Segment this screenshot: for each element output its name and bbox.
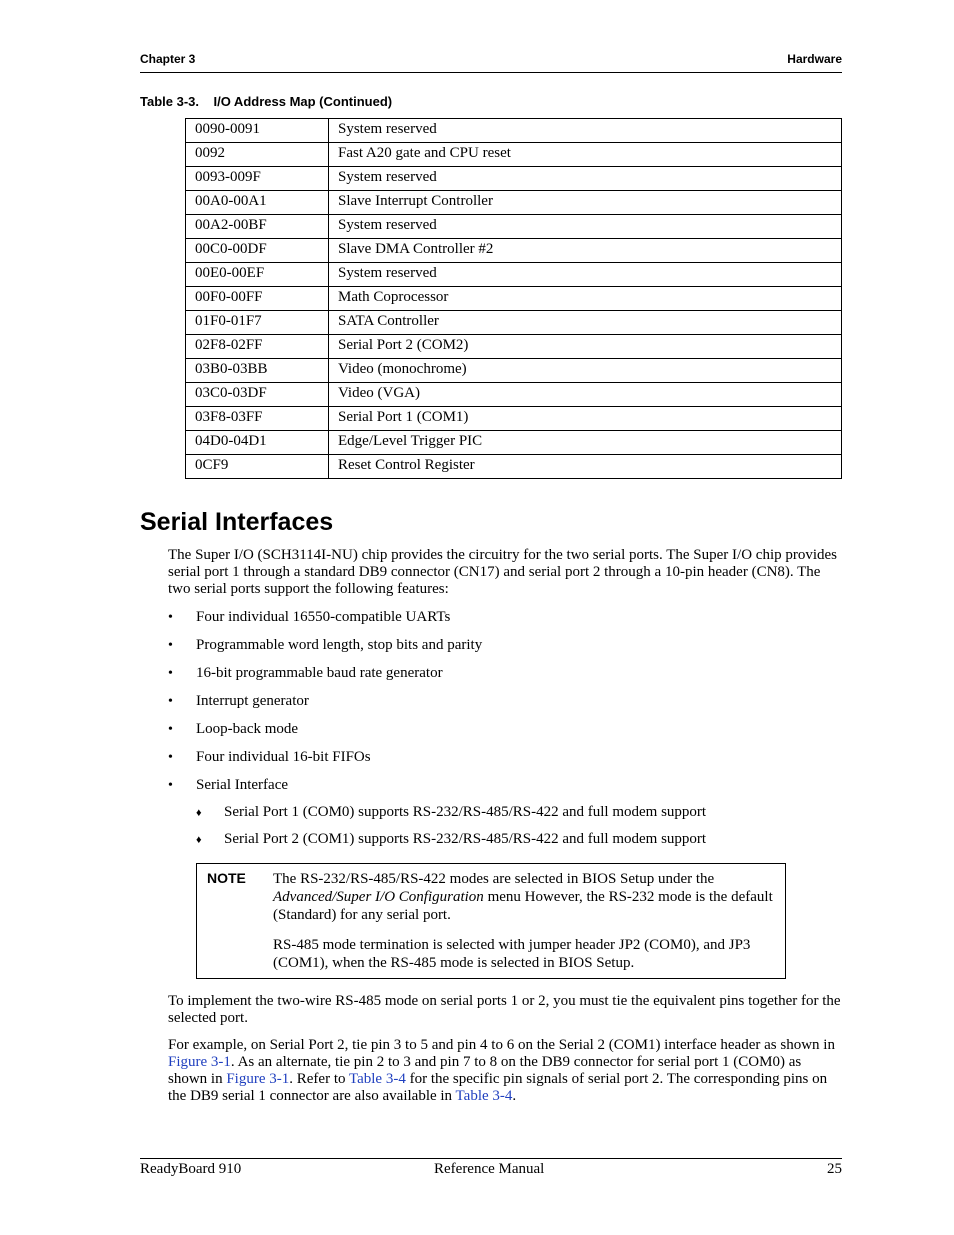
- list-item-text: Four individual 16550-compatible UARTs: [196, 609, 451, 625]
- note-paragraph-1: The RS-232/RS-485/RS-422 modes are selected in BIOS Setup under the Advanced/Super I/O Configuration menu However, the RS-232 mode is the default (Standard) for any serial port.: [273, 871, 773, 923]
- serial-intro-paragraph: The Super I/O (SCH3114I-NU) chip provides the circuitry for the two serial ports. The Super I/O chip provides serial port 1 through a standard DB9 connector (CN17) and serial port 2 through a 10-pin header (CN8). The two serial ports support the following features:: [168, 547, 838, 597]
- description-cell: System reserved: [329, 215, 842, 239]
- table-row: [186, 383, 842, 407]
- io-address-map-table: [185, 118, 842, 479]
- table-caption: [140, 94, 392, 109]
- description-cell: System reserved: [329, 263, 842, 287]
- table-row: [186, 215, 842, 239]
- description-cell: Slave DMA Controller #2: [329, 239, 842, 263]
- list-item-text: Serial Port 2 (COM1) supports RS-232/RS-485/RS-422 and full modem support: [224, 831, 707, 847]
- description-cell: System reserved: [329, 167, 842, 191]
- description-cell: Video (monochrome): [329, 359, 842, 383]
- header-chapter: Chapter 3: [140, 52, 196, 66]
- table-row: [186, 335, 842, 359]
- address-cell: 0CF9: [186, 455, 329, 479]
- bullet-icon: •: [168, 666, 173, 681]
- description-cell: System reserved: [329, 119, 842, 143]
- address-cell: 00F0-00FF: [186, 287, 329, 311]
- bullet-icon: •: [168, 778, 173, 793]
- table-row: [186, 311, 842, 335]
- example-paragraph: For example, on Serial Port 2, tie pin 3 to 5 and pin 4 to 6 on the Serial 2 (COM1) interface header as shown in Figure 3-1. As an alternate, tie pin 2 to 3 and pin 7 to 8 on the DB9 connector for serial port 1 (COM0) as shown in Figure 3-1. Refer to Table 3-4 for the specific pin signals of serial port 2. The corresponding pins on the DB9 serial 1 connector are also available in Table 3-4.: [168, 1037, 835, 1104]
- table-row: [186, 239, 842, 263]
- note-label: NOTE: [207, 870, 246, 886]
- list-item-text: 16-bit programmable baud rate generator: [196, 665, 443, 681]
- bullet-icon: •: [168, 722, 173, 737]
- description-cell: Fast A20 gate and CPU reset: [329, 143, 842, 167]
- list-item-text: Loop-back mode: [196, 721, 299, 737]
- bullet-icon: •: [168, 694, 173, 709]
- description-cell: Edge/Level Trigger PIC: [329, 431, 842, 455]
- table-row: [186, 287, 842, 311]
- link-figure-3-1[interactable]: Figure 3-1: [168, 1054, 231, 1070]
- diamond-bullet-icon: ♦: [196, 834, 202, 846]
- note-box: [196, 863, 786, 979]
- address-cell: 0092: [186, 143, 329, 167]
- table-row: [186, 119, 842, 143]
- page-header: [140, 52, 842, 73]
- list-item-text: Serial Interface: [196, 777, 289, 793]
- address-cell: 00C0-00DF: [186, 239, 329, 263]
- address-cell: 04D0-04D1: [186, 431, 329, 455]
- footer-manual-title: Reference Manual: [434, 1161, 545, 1177]
- note-paragraph-2: RS-485 mode termination is selected with jumper header JP2 (COM0), and JP3 (COM1), when the RS-485 mode is selected in BIOS Setup.: [273, 937, 751, 971]
- page-footer: [140, 1158, 842, 1183]
- address-cell: 03B0-03BB: [186, 359, 329, 383]
- description-cell: SATA Controller: [329, 311, 842, 335]
- table-caption-title: I/O Address Map (Continued): [213, 94, 393, 109]
- table-row: [186, 431, 842, 455]
- address-cell: 03C0-03DF: [186, 383, 329, 407]
- address-cell: 00A2-00BF: [186, 215, 329, 239]
- list-item-text: Interrupt generator: [196, 693, 309, 709]
- description-cell: Serial Port 2 (COM2): [329, 335, 842, 359]
- address-cell: 0090-0091: [186, 119, 329, 143]
- table-row: [186, 407, 842, 431]
- table-row: [186, 167, 842, 191]
- bullet-icon: •: [168, 750, 173, 765]
- description-cell: Serial Port 1 (COM1): [329, 407, 842, 431]
- bullet-icon: •: [168, 610, 173, 625]
- address-cell: 0093-009F: [186, 167, 329, 191]
- link-table-3-4-second[interactable]: Table 3-4: [455, 1088, 513, 1104]
- list-item-text: Programmable word length, stop bits and parity: [196, 637, 483, 653]
- footer-product: ReadyBoard 910: [140, 1161, 242, 1177]
- description-cell: Reset Control Register: [329, 455, 842, 479]
- page-number: 25: [827, 1161, 842, 1177]
- table-row: [186, 191, 842, 215]
- link-figure-3-1-second[interactable]: Figure 3-1: [226, 1071, 290, 1087]
- bios-menu-path: Advanced/Super I/O Configuration: [273, 889, 484, 905]
- address-cell: 03F8-03FF: [186, 407, 329, 431]
- description-cell: Slave Interrupt Controller: [329, 191, 842, 215]
- section-title: Serial Interfaces: [140, 508, 334, 536]
- table-row: [186, 455, 842, 479]
- table-caption-number: Table 3-3.: [140, 94, 200, 109]
- table-row: [186, 359, 842, 383]
- table-row: [186, 263, 842, 287]
- list-item-text: Four individual 16-bit FIFOs: [196, 749, 371, 765]
- address-cell: 00A0-00A1: [186, 191, 329, 215]
- table-row: [186, 143, 842, 167]
- list-item-text: Serial Port 1 (COM0) supports RS-232/RS-485/RS-422 and full modem support: [224, 804, 707, 820]
- two-wire-paragraph: To implement the two-wire RS-485 mode on serial ports 1 or 2, you must tie the equivalent pins together for the selected port.: [168, 993, 841, 1026]
- address-cell: 00E0-00EF: [186, 263, 329, 287]
- bullet-icon: •: [168, 638, 173, 653]
- link-table-3-4[interactable]: Table 3-4: [348, 1071, 406, 1087]
- header-section: Hardware: [787, 52, 842, 66]
- description-cell: Math Coprocessor: [329, 287, 842, 311]
- diamond-bullet-icon: ♦: [196, 807, 202, 819]
- address-cell: 02F8-02FF: [186, 335, 329, 359]
- description-cell: Video (VGA): [329, 383, 842, 407]
- address-cell: 01F0-01F7: [186, 311, 329, 335]
